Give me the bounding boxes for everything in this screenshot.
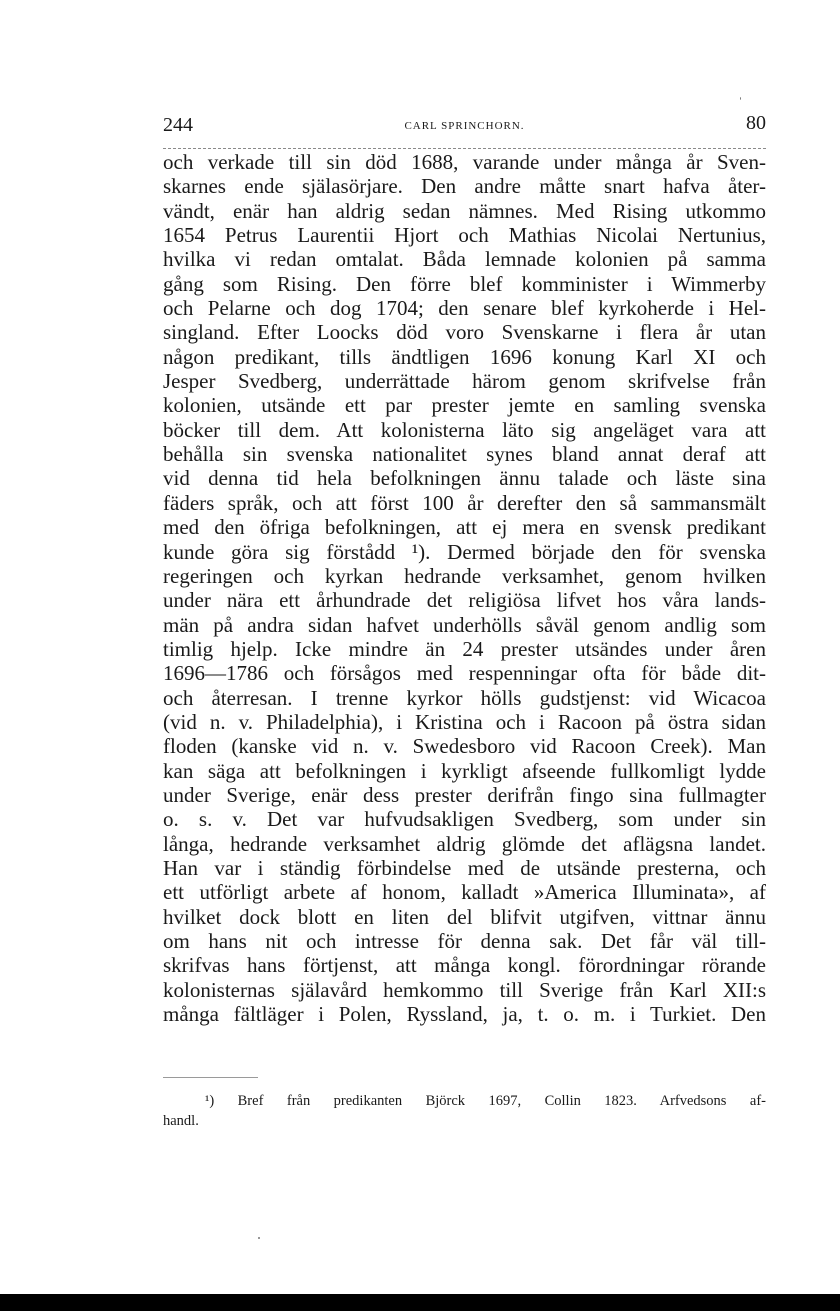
text-line: singland. Efter Loocks död voro Svenskarne i flera år utan [163, 320, 766, 345]
text-line: gång som Rising. Den förre blef komminister i Wimmerby [163, 271, 766, 296]
paper-speck [258, 1237, 260, 1239]
text-line: med den öfriga befolkningen, att ej mera en svensk predikant [163, 515, 766, 540]
text-line: och verkade till sin död 1688, varande under många år Sven- [163, 150, 766, 174]
text-line: floden (kanske vid n. v. Swedesboro vid Racoon Creek). Man [163, 734, 766, 759]
text-line: Jesper Svedberg, underrättade härom genom skrifvelse från [163, 369, 766, 394]
text-line: om hans nit och intresse för denna sak. Det får väl till- [163, 929, 766, 953]
text-line: kan säga att befolkningen i kyrkligt afseende fullkomligt lydde [163, 758, 766, 783]
text-line: Han var i ständig förbindelse med de utsände presterna, och [163, 855, 766, 880]
text-line: kolonien, utsände ett par prester jemte en samling svenska [163, 393, 766, 418]
text-line: regeringen och kyrkan hedrande verksamhet, genom hvilken [163, 563, 766, 588]
text-line: under nära ett århundrade det religiösa lifvet hos våra lands- [163, 588, 766, 613]
text-line: 1654 Petrus Laurentii Hjort och Mathias Nicolai Nertunius, [163, 223, 766, 248]
footnote-line: handl. [163, 1113, 199, 1129]
scan-edge-bar [0, 1294, 840, 1311]
text-line: skrifvas hans förtjenst, att många kongl. förordningar rörande [163, 953, 766, 978]
sheet-number: 80 [746, 112, 766, 134]
text-line: kolonisternas själavård hemkommo till Sverige från Karl XII:s [163, 977, 766, 1002]
text-line: skarnes ende själasörjare. Den andre måtte snart hafva åter- [163, 174, 766, 199]
text-line: hvilka vi redan omtalat. Båda lemnade kolonien på samma [163, 247, 766, 272]
text-line: vid denna tid hela befolkningen ännu talade och läste sina [163, 466, 766, 491]
text-line: behålla sin svenska nationalitet synes bland annat deraf att [163, 442, 766, 467]
text-line: långa, hedrande verksamhet aldrig glömde det aflägsna landet. [163, 831, 766, 856]
body-text [163, 150, 766, 1026]
text-line: 1696—1786 och försågos med respenningar ofta för både dit- [163, 661, 766, 686]
text-line: ett utförligt arbete af honom, kalladt »America Illuminata», af [163, 880, 766, 905]
page-header [163, 114, 766, 140]
text-line: timlig hjelp. Icke mindre än 24 prester utsändes under åren [163, 636, 766, 661]
text-line: många fältläger i Polen, Ryssland, ja, t. o. m. i Turkiet. Den [163, 1002, 766, 1027]
text-line: någon predikant, tills ändtligen 1696 konung Karl XI och [163, 344, 766, 369]
page-number: 244 [163, 114, 193, 136]
footnote-line: ¹) Bref från predikanten Björck 1697, Collin 1823. Arfvedsons af- [205, 1093, 766, 1109]
text-line: kunde göra sig förstådd ¹). Dermed började den för svenska [163, 539, 766, 564]
running-head: CARL SPRINCHORN. [404, 120, 525, 132]
text-line: (vid n. v. Philadelphia), i Kristina och i Racoon på östra sidan [163, 709, 766, 734]
text-line: och Pelarne och dog 1704; den senare blef kyrkoherde i Hel- [163, 296, 766, 321]
paper-speck [740, 97, 741, 100]
text-line: böcker till dem. Att kolonisterna läto sig angeläget vara att [163, 417, 766, 442]
footnote [163, 1091, 766, 1131]
header-rule [163, 148, 766, 149]
text-line: o. s. v. Det var hufvudsakligen Svedberg, som under sin [163, 807, 766, 832]
text-line: vändt, enär han aldrig sedan nämnes. Med Rising utkommo [163, 198, 766, 223]
text-line: under Sverige, enär dess prester derifrån fingo sina fullmagter [163, 782, 766, 807]
text-line: män på andra sidan hafvet underhölls såväl genom andlig som [163, 612, 766, 637]
footnote-rule [163, 1077, 258, 1078]
text-line: hvilket dock blott en liten del blifvit utgifven, vittnar ännu [163, 904, 766, 929]
text-line: fäders språk, och att först 100 år derefter den så sammansmält [163, 490, 766, 515]
text-line: och återresan. I trenne kyrkor hölls gudstjenst: vid Wicacoa [163, 685, 766, 710]
